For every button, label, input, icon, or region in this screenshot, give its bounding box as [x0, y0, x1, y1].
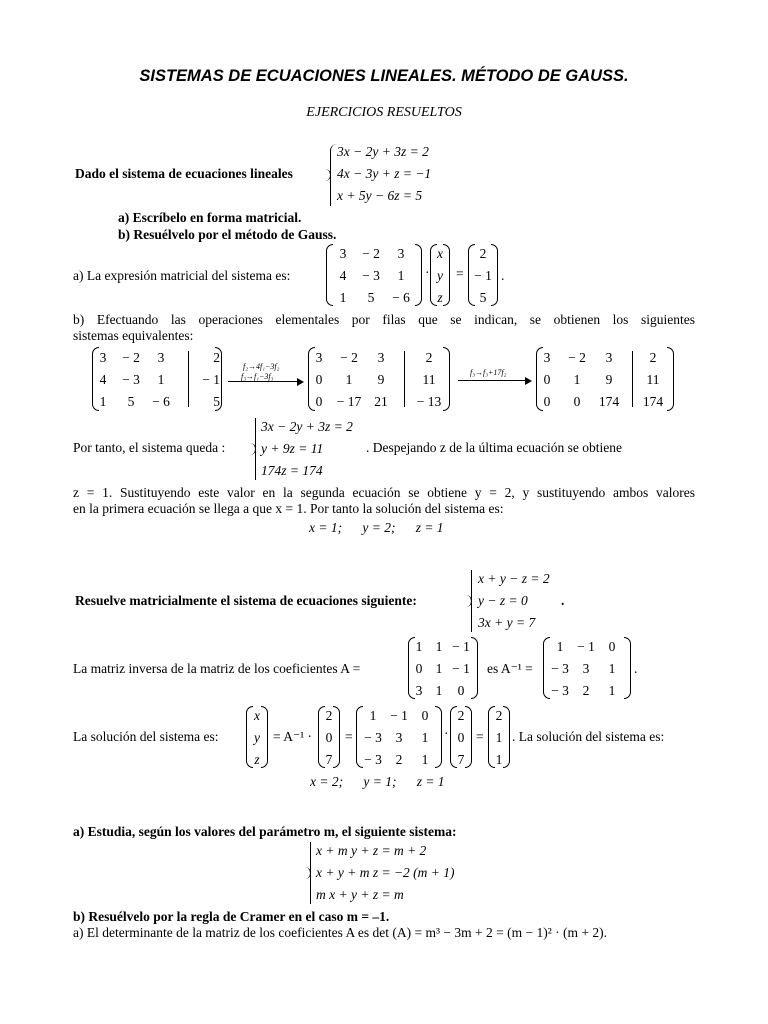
matrix-cell: 5 — [367, 290, 375, 305]
ex1-queda-eq3: 174z = 174 — [261, 463, 323, 478]
matrix-cell: 2 — [649, 350, 657, 365]
matrix-cell: − 1 — [474, 268, 492, 283]
ex1-intro: Dado el sistema de ecuaciones lineales — [75, 166, 293, 181]
matrix-cell: 0 — [608, 639, 616, 654]
matrix-cell: 0 — [543, 372, 551, 387]
matrix-cell: 0 — [325, 730, 333, 745]
matrix-cell: − 1 — [452, 639, 470, 654]
matrix-cell: − 3 — [362, 268, 380, 283]
matrix-cell: 3 — [99, 350, 107, 365]
ex2-sol-text: La solución del sistema es: — [73, 729, 219, 744]
matrix-cell: 1 — [495, 730, 503, 745]
ex2-inv-text: La matriz inversa de la matriz de los coeficientes A = — [73, 661, 361, 676]
matrix-cell: 4 — [339, 268, 347, 283]
ex2-vars-vector — [246, 706, 268, 768]
matrix-cell: − 2 — [568, 350, 586, 365]
matrix-cell: x — [254, 708, 260, 723]
ex2-solution: x = 2; y = 1; z = 1 — [310, 774, 445, 789]
matrix-cell: 2 — [425, 350, 433, 365]
ex2-eq3: 3x + y = 7 — [478, 615, 536, 630]
matrix-cell: 1 — [573, 372, 581, 387]
matrix-cell: − 17 — [336, 394, 362, 409]
ex2-Ainv-matrix-2 — [356, 706, 442, 768]
matrix-cell: 3 — [397, 246, 405, 261]
matrix-cell: 174 — [642, 394, 664, 409]
ex2-eq2: y − z = 0 — [478, 593, 528, 608]
ex2-period: . — [634, 661, 638, 676]
matrix-cell: − 3 — [551, 661, 569, 676]
ex3-task-b: b) Resuélvelo por la regla de Cramer en el caso m = –1. — [73, 909, 390, 924]
matrix-cell: 3 — [315, 350, 323, 365]
matrix-cell: 5 — [213, 394, 220, 409]
matrix-cell: 2 — [582, 683, 590, 698]
matrix-cell: 3 — [157, 350, 165, 365]
matrix-cell: − 2 — [122, 350, 140, 365]
matrix-cell: − 1 — [577, 639, 595, 654]
matrix-cell: 0 — [457, 730, 465, 745]
matrix-cell: 3 — [415, 683, 423, 698]
ex1-task-b: b) Resuélvelo por el método de Gauss. — [118, 227, 337, 242]
matrix-cell: 1 — [608, 661, 616, 676]
matrix-cell: 7 — [457, 752, 465, 767]
ex1-op1b: f₃→f₁−3f₃ — [241, 372, 274, 381]
matrix-cell: − 6 — [152, 394, 170, 409]
ex1-vars-vector — [430, 244, 450, 306]
matrix-cell: − 2 — [362, 246, 380, 261]
matrix-cell: 1 — [435, 639, 443, 654]
page-subtitle: EJERCICIOS RESUELTOS — [306, 105, 462, 120]
matrix-cell: 2 — [213, 350, 220, 365]
matrix-cell: 0 — [315, 372, 323, 387]
matrix-cell: 1 — [397, 268, 405, 283]
matrix-cell: 1 — [415, 639, 423, 654]
page-title: SISTEMAS DE ECUACIONES LINEALES. MÉTODO DE GAUSS. — [139, 67, 629, 85]
ex2-system-brace — [471, 570, 478, 632]
ex1-equals: = — [456, 266, 464, 281]
matrix-cell: 11 — [646, 372, 660, 387]
matrix-cell: 2 — [495, 708, 503, 723]
matrix-cell: − 1 — [202, 372, 220, 387]
matrix-cell: 3 — [582, 661, 590, 676]
ex2-equals-1: = — [345, 729, 353, 744]
ex1-mult-dot: · — [425, 266, 430, 281]
matrix-cell: 1 — [608, 683, 616, 698]
matrix-cell: 1 — [369, 708, 377, 723]
ex2-intro: Resuelve matricialmente el sistema de ecuaciones siguiente: — [75, 593, 417, 608]
matrix-cell: z — [437, 290, 443, 305]
ex1-line-z1: z = 1. Sustituyendo este valor en la segunda ecuación se obtiene y = 2, y sustituyendo ambos valores — [73, 485, 695, 500]
matrix-cell: 3 — [377, 350, 385, 365]
matrix-cell: 1 — [435, 683, 443, 698]
ex1-aug-matrix-3 — [536, 347, 674, 411]
matrix-cell: − 13 — [416, 394, 442, 409]
ex3-eq2: x + y + m z = −2 (m + 1) — [316, 865, 455, 880]
ex3-eq3: m x + y + z = m — [316, 887, 404, 902]
matrix-cell: 2 — [457, 708, 465, 723]
ex1-op1a: f₂→4f₁−3f₂ — [243, 362, 280, 371]
ex1-system-brace — [330, 144, 337, 206]
matrix-cell: 9 — [377, 372, 385, 387]
ex3-sol-a: a) El determinante de la matriz de los coeficientes A es det (A) = m³ − 3m + 2 = (m − 1)² · (m + 2). — [73, 925, 607, 940]
ex2-b-vector — [318, 706, 340, 768]
ex1-queda-text: Por tanto, el sistema queda : — [73, 440, 226, 455]
matrix-cell: 1 — [345, 372, 353, 387]
matrix-cell: 0 — [573, 394, 581, 409]
matrix-cell: z — [254, 752, 260, 767]
ex3-task-a: a) Estudia, según los valores del parámetro m, el siguiente sistema: — [73, 824, 457, 839]
ex1-eq3: x + 5y − 6z = 5 — [337, 188, 423, 203]
ex3-eq1: x + m y + z = m + 2 — [316, 843, 427, 858]
ex2-result-vector — [488, 706, 510, 768]
matrix-cell: − 3 — [551, 683, 569, 698]
matrix-cell: 4 — [99, 372, 107, 387]
matrix-cell: 1 — [495, 752, 503, 767]
ex1-sol-b-line1: b) Efectuando las operaciones elementales por filas que se indican, se obtienen los siguientes — [73, 312, 695, 327]
ex2-dot: . — [561, 593, 565, 608]
matrix-cell: 2 — [395, 752, 403, 767]
ex2-sol-tail: . La solución del sistema es: — [512, 729, 665, 744]
ex2-b-vector-2 — [450, 706, 472, 768]
ex1-despejando: . Despejando z de la última ecuación se obtiene — [366, 440, 623, 455]
ex1-aug-matrix-2 — [308, 347, 450, 411]
ex2-eq-Ainv: = A⁻¹ · — [273, 729, 313, 744]
matrix-cell: − 2 — [340, 350, 358, 365]
ex1-rhs-vector — [468, 244, 498, 306]
matrix-cell: 0 — [415, 661, 423, 676]
ex1-queda-eq2: y + 9z = 11 — [261, 441, 324, 456]
matrix-cell: 3 — [543, 350, 551, 365]
matrix-cell: 1 — [339, 290, 347, 305]
ex1-solution: x = 1; y = 2; z = 1 — [309, 520, 444, 535]
matrix-cell: 0 — [421, 708, 429, 723]
matrix-cell: − 3 — [364, 730, 382, 745]
ex1-queda-eq1: 3x − 2y + 3z = 2 — [261, 419, 353, 434]
ex1-arrow-2 — [458, 380, 530, 381]
ex1-sol-b-line2: sistemas equivalentes: — [73, 328, 194, 343]
matrix-cell: x — [437, 246, 443, 261]
matrix-cell: 3 — [339, 246, 347, 261]
ex1-op2: f₃→f₃+17f₂ — [470, 368, 507, 377]
ex2-eq1: x + y − z = 2 — [478, 571, 550, 586]
ex1-line-primera: en la primera ecuación se llega a que x = 1. Por tanto la solución del sistema es: — [73, 501, 504, 516]
matrix-cell: 11 — [422, 372, 436, 387]
matrix-cell: 0 — [315, 394, 323, 409]
ex2-A-matrix — [408, 637, 478, 699]
matrix-cell: − 3 — [364, 752, 382, 767]
matrix-cell: 7 — [325, 752, 333, 767]
matrix-cell: 2 — [479, 246, 487, 261]
matrix-cell: 3 — [605, 350, 613, 365]
ex2-es-text: es A⁻¹ = — [487, 661, 533, 676]
ex1-eq1: 3x − 2y + 3z = 2 — [337, 144, 429, 159]
matrix-cell: 1 — [99, 394, 107, 409]
matrix-cell: 1 — [435, 661, 443, 676]
ex1-task-a: a) Escríbelo en forma matricial. — [118, 210, 302, 225]
matrix-cell: 1 — [556, 639, 564, 654]
matrix-cell: 9 — [605, 372, 613, 387]
matrix-cell: 174 — [598, 394, 620, 409]
matrix-cell: − 1 — [390, 708, 408, 723]
matrix-cell: 1 — [421, 752, 429, 767]
matrix-cell: 0 — [543, 394, 551, 409]
matrix-cell: y — [254, 730, 260, 745]
matrix-cell: 3 — [395, 730, 403, 745]
ex2-Ainv-matrix — [543, 637, 631, 699]
matrix-cell: y — [437, 268, 443, 283]
matrix-cell: − 3 — [122, 372, 140, 387]
ex1-arrow-1 — [228, 381, 302, 382]
matrix-cell: − 6 — [392, 290, 410, 305]
ex2-mult-dot: · — [444, 727, 449, 742]
ex2-equals-2: = — [476, 729, 484, 744]
ex1-aug-matrix-1 — [92, 347, 222, 411]
matrix-cell: 2 — [325, 708, 333, 723]
matrix-cell: 5 — [479, 290, 487, 305]
ex1-period: . — [501, 268, 505, 283]
matrix-cell: 0 — [457, 683, 465, 698]
ex1-coef-matrix — [326, 244, 422, 306]
matrix-cell: 1 — [157, 372, 165, 387]
matrix-cell: 5 — [127, 394, 135, 409]
matrix-cell: 1 — [421, 730, 429, 745]
ex1-sol-a-text: a) La expresión matricial del sistema es: — [73, 268, 291, 283]
matrix-cell: − 1 — [452, 661, 470, 676]
ex1-eq2: 4x − 3y + z = −1 — [337, 166, 432, 181]
matrix-cell: 21 — [374, 394, 388, 409]
